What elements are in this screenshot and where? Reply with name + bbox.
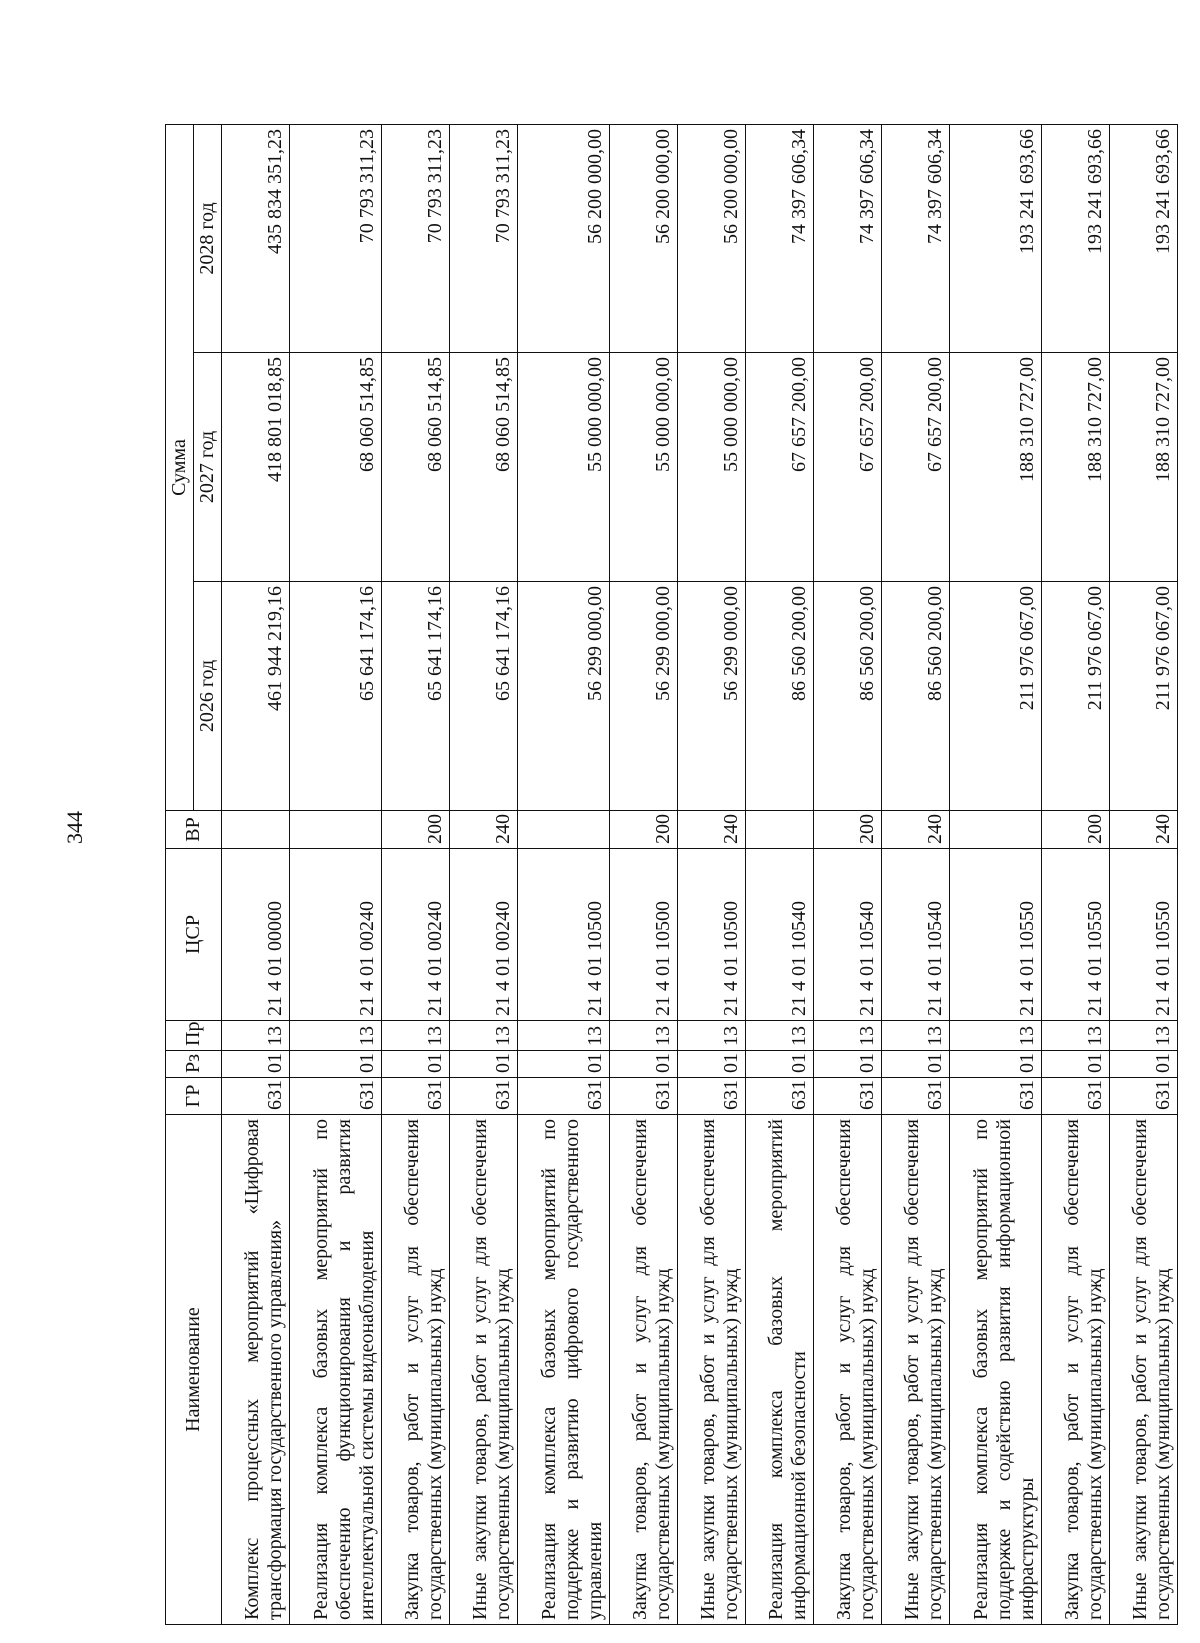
row-name: Реализация комплекса базовых мероприятий по обеспечению функционирования и развития интеллектуальной системы видеонаблюдения — [290, 1115, 382, 1625]
header-row-top — [166, 124, 194, 1624]
row-pr: 13 — [746, 1021, 814, 1051]
row-csr: 21 4 01 10500 — [678, 849, 746, 1021]
row-sum-2027: 67 657 200,00 — [814, 353, 882, 582]
header-vr: ВР — [166, 811, 222, 849]
row-pr: 13 — [1110, 1021, 1178, 1051]
row-gr: 631 — [678, 1078, 746, 1115]
row-csr: 21 4 01 00240 — [450, 849, 518, 1021]
row-gr: 631 — [450, 1078, 518, 1115]
row-sum-2026: 56 299 000,00 — [678, 582, 746, 811]
row-vr: 240 — [1110, 811, 1178, 849]
row-sum-2028: 74 397 606,34 — [746, 124, 814, 352]
row-sum-2026: 65 641 174,16 — [450, 582, 518, 811]
row-csr: 21 4 01 10540 — [814, 849, 882, 1021]
table-row — [678, 124, 746, 1624]
row-gr: 631 — [518, 1078, 610, 1115]
row-pr: 13 — [290, 1021, 382, 1051]
row-sum-2028: 74 397 606,34 — [882, 124, 950, 352]
row-sum-2026: 461 944 219,16 — [222, 582, 290, 811]
row-rz: 01 — [290, 1051, 382, 1078]
row-gr: 631 — [382, 1078, 450, 1115]
row-sum-2027: 67 657 200,00 — [746, 353, 814, 582]
row-csr: 21 4 01 10550 — [1042, 849, 1110, 1021]
row-rz: 01 — [518, 1051, 610, 1078]
row-csr: 21 4 01 10500 — [610, 849, 678, 1021]
row-pr: 13 — [382, 1021, 450, 1051]
row-sum-2026: 86 560 200,00 — [882, 582, 950, 811]
row-sum-2028: 70 793 311,23 — [450, 124, 518, 352]
row-vr: 240 — [450, 811, 518, 849]
row-sum-2026: 211 976 067,00 — [950, 582, 1042, 811]
row-rz: 01 — [814, 1051, 882, 1078]
row-pr: 13 — [1042, 1021, 1110, 1051]
row-vr — [290, 811, 382, 849]
row-pr: 13 — [222, 1021, 290, 1051]
row-gr: 631 — [1110, 1078, 1178, 1115]
row-csr: 21 4 01 10550 — [1110, 849, 1178, 1021]
row-sum-2026: 56 299 000,00 — [610, 582, 678, 811]
row-gr: 631 — [1042, 1078, 1110, 1115]
row-sum-2026: 211 976 067,00 — [1110, 582, 1178, 811]
row-sum-2027: 68 060 514,85 — [382, 353, 450, 582]
header-rz: Рз — [166, 1051, 222, 1078]
row-name: Реализация комплекса базовых мероприятий информационной безопасности — [746, 1115, 814, 1625]
table-row — [450, 124, 518, 1624]
row-vr: 200 — [814, 811, 882, 849]
row-pr: 13 — [678, 1021, 746, 1051]
row-vr: 200 — [382, 811, 450, 849]
row-sum-2026: 86 560 200,00 — [746, 582, 814, 811]
row-name: Комплекс процессных мероприятий «Цифровая трансформация государственного управления» — [222, 1115, 290, 1625]
row-sum-2026: 65 641 174,16 — [382, 582, 450, 811]
table-row — [746, 124, 814, 1624]
row-csr: 21 4 01 00240 — [290, 849, 382, 1021]
row-csr: 21 4 01 00240 — [382, 849, 450, 1021]
row-name: Реализация комплекса базовых мероприятий по поддержке и содействию развития информационной инфраструктуры — [950, 1115, 1042, 1625]
row-sum-2028: 193 241 693,66 — [950, 124, 1042, 352]
row-rz: 01 — [950, 1051, 1042, 1078]
row-sum-2028: 74 397 606,34 — [814, 124, 882, 352]
row-name: Иные закупки товаров, работ и услуг для обеспечения государственных (муниципальных) нужд — [1110, 1115, 1178, 1625]
row-pr: 13 — [950, 1021, 1042, 1051]
row-csr: 21 4 01 00000 — [222, 849, 290, 1021]
header-2028: 2028 год — [194, 124, 222, 352]
row-name: Закупка товаров, работ и услуг для обеспечения государственных (муниципальных) нужд — [1042, 1115, 1110, 1625]
row-vr — [222, 811, 290, 849]
row-sum-2026: 56 299 000,00 — [518, 582, 610, 811]
row-sum-2026: 211 976 067,00 — [1042, 582, 1110, 811]
table-row — [1042, 124, 1110, 1624]
row-rz: 01 — [746, 1051, 814, 1078]
row-pr: 13 — [610, 1021, 678, 1051]
header-sum: Сумма — [166, 124, 194, 810]
row-pr: 13 — [882, 1021, 950, 1051]
row-vr — [950, 811, 1042, 849]
row-vr — [518, 811, 610, 849]
row-sum-2027: 68 060 514,85 — [450, 353, 518, 582]
table-row — [610, 124, 678, 1624]
row-sum-2027: 67 657 200,00 — [882, 353, 950, 582]
row-sum-2028: 70 793 311,23 — [290, 124, 382, 352]
row-sum-2027: 418 801 018,85 — [222, 353, 290, 582]
budget-table — [165, 124, 1178, 1625]
row-sum-2027: 68 060 514,85 — [290, 353, 382, 582]
page-number: 344 — [62, 811, 87, 844]
row-rz: 01 — [1042, 1051, 1110, 1078]
header-name: Наименование — [166, 1115, 222, 1625]
row-pr: 13 — [450, 1021, 518, 1051]
row-pr: 13 — [814, 1021, 882, 1051]
table-row — [290, 124, 382, 1624]
header-gr: ГР — [166, 1078, 222, 1115]
row-sum-2027: 55 000 000,00 — [610, 353, 678, 582]
row-csr: 21 4 01 10550 — [950, 849, 1042, 1021]
row-gr: 631 — [814, 1078, 882, 1115]
row-sum-2028: 193 241 693,66 — [1110, 124, 1178, 352]
row-sum-2026: 65 641 174,16 — [290, 582, 382, 811]
row-rz: 01 — [450, 1051, 518, 1078]
header-csr: ЦСР — [166, 849, 222, 1021]
row-gr: 631 — [950, 1078, 1042, 1115]
row-rz: 01 — [882, 1051, 950, 1078]
row-csr: 21 4 01 10540 — [746, 849, 814, 1021]
row-sum-2028: 56 200 000,00 — [610, 124, 678, 352]
header-2027: 2027 год — [194, 353, 222, 582]
row-vr: 200 — [1042, 811, 1110, 849]
row-name: Закупка товаров, работ и услуг для обеспечения государственных (муниципальных) нужд — [814, 1115, 882, 1625]
row-name: Закупка товаров, работ и услуг для обеспечения государственных (муниципальных) нужд — [610, 1115, 678, 1625]
table-row — [518, 124, 610, 1624]
row-rz: 01 — [1110, 1051, 1178, 1078]
table-row — [814, 124, 882, 1624]
header-pr: Пр — [166, 1021, 222, 1051]
row-name: Реализация комплекса базовых мероприятий по поддержке и развитию цифрового государственного управления — [518, 1115, 610, 1625]
budget-table-container — [165, 125, 1174, 1625]
row-sum-2027: 188 310 727,00 — [1042, 353, 1110, 582]
row-vr: 240 — [882, 811, 950, 849]
header-2026: 2026 год — [194, 582, 222, 811]
row-sum-2028: 193 241 693,66 — [1042, 124, 1110, 352]
row-rz: 01 — [610, 1051, 678, 1078]
row-sum-2028: 70 793 311,23 — [382, 124, 450, 352]
row-name: Иные закупки товаров, работ и услуг для обеспечения государственных (муниципальных) нужд — [882, 1115, 950, 1625]
row-vr — [746, 811, 814, 849]
row-csr: 21 4 01 10540 — [882, 849, 950, 1021]
row-gr: 631 — [882, 1078, 950, 1115]
row-name: Иные закупки товаров, работ и услуг для обеспечения государственных (муниципальных) нужд — [450, 1115, 518, 1625]
table-row — [382, 124, 450, 1624]
table-row — [1110, 124, 1178, 1624]
row-sum-2027: 55 000 000,00 — [518, 353, 610, 582]
row-sum-2027: 188 310 727,00 — [950, 353, 1042, 582]
row-sum-2028: 56 200 000,00 — [518, 124, 610, 352]
table-row — [882, 124, 950, 1624]
table-row — [950, 124, 1042, 1624]
row-gr: 631 — [746, 1078, 814, 1115]
row-name: Закупка товаров, работ и услуг для обеспечения государственных (муниципальных) нужд — [382, 1115, 450, 1625]
row-rz: 01 — [382, 1051, 450, 1078]
row-sum-2027: 188 310 727,00 — [1110, 353, 1178, 582]
row-vr: 200 — [610, 811, 678, 849]
table-row — [222, 124, 290, 1624]
row-pr: 13 — [518, 1021, 610, 1051]
row-gr: 631 — [222, 1078, 290, 1115]
row-sum-2028: 435 834 351,23 — [222, 124, 290, 352]
row-csr: 21 4 01 10500 — [518, 849, 610, 1021]
row-vr: 240 — [678, 811, 746, 849]
row-rz: 01 — [222, 1051, 290, 1078]
row-gr: 631 — [290, 1078, 382, 1115]
row-sum-2028: 56 200 000,00 — [678, 124, 746, 352]
row-gr: 631 — [610, 1078, 678, 1115]
row-name: Иные закупки товаров, работ и услуг для обеспечения государственных (муниципальных) нужд — [678, 1115, 746, 1625]
row-sum-2026: 86 560 200,00 — [814, 582, 882, 811]
table-body — [222, 124, 1178, 1624]
row-rz: 01 — [678, 1051, 746, 1078]
row-sum-2027: 55 000 000,00 — [678, 353, 746, 582]
